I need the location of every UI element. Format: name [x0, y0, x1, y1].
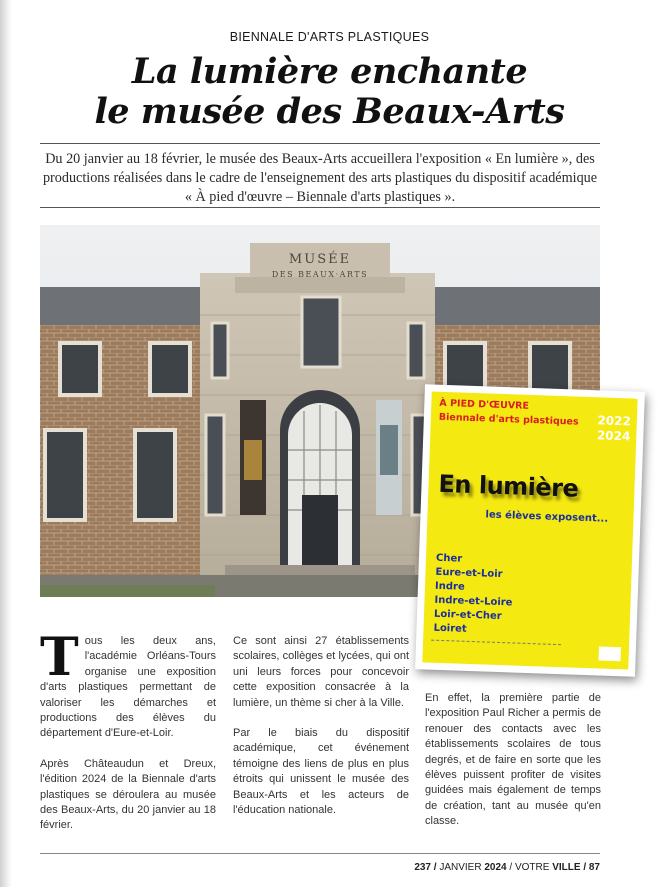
page-footer: 237 / JANVIER 2024 / VOTRE VILLE / 87	[414, 862, 600, 873]
poster-departments	[433, 552, 514, 639]
poster-kicker: À PIED D'ŒUVRE	[439, 397, 530, 412]
paragraph: Ce sont ainsi 27 établissements scolaires, collèges et lycées, qui ont uni leurs forces pour concevoir cette exposition consacrée à la lumière, un thème si cher à la Ville.	[233, 635, 409, 709]
magazine-name: VILLE	[552, 862, 581, 873]
footer-rule	[40, 853, 600, 854]
paragraph-text: ous les deux ans, l'académie Orléans-Tours organise une exposition d'arts plastiques permettant de valoriser les démarches et productions des élèves du département d'Eure-et-Loir.	[40, 635, 216, 740]
poster-kicker-sub: Biennale d'arts plastiques	[438, 411, 579, 428]
body-column-1	[40, 627, 216, 849]
poster-department: Eure-et-Loir	[435, 566, 503, 581]
poster-years	[597, 413, 631, 444]
headline-line-2: le musée des Beaux-Arts	[94, 91, 565, 132]
headline-line-1: La lumière enchante	[131, 51, 528, 92]
poster-department: Loir-et-Cher	[433, 608, 502, 623]
body-column-3	[425, 691, 601, 845]
poster-subtitle: les élèves exposent...	[485, 509, 609, 525]
article-lede: Du 20 janvier au 18 février, le musée des Beaux-Arts accueillera l'exposition « En lumière », des productions réalisées dans le cadre de l'enseignement des arts plastiques du dispositif académique « À pied d'œuvre – Biennale d'arts plastiques ».	[42, 151, 598, 205]
issue-month: JANVIER	[439, 862, 482, 873]
poster-department: Indre	[434, 580, 465, 593]
poster-department: Loiret	[433, 622, 467, 635]
svg-text:DES BEAUX·ARTS: DES BEAUX·ARTS	[271, 270, 369, 279]
page-gutter-shadow	[0, 0, 12, 887]
lede-top-rule	[40, 143, 600, 144]
magazine-prefix: VOTRE	[514, 862, 550, 873]
photo-sign-text: MUSÉE	[288, 252, 352, 267]
paragraph: En effet, la première partie de l'exposition Paul Richer a permis de renouer des contacts avec les établissements scolaires de tous degrés, et de faire en sorte que les élèves puissent profiter de visites guidées mais également de temps de création, tant au musée qu'en classe.	[425, 692, 601, 828]
paragraph: Par le biais du dispositif académique, cet événement témoigne des liens de plus en plus étroits qui unissent le musée des Beaux-Arts et les acteurs de l'éducation nationale.	[233, 727, 409, 817]
poster-year-end: 2024	[596, 428, 631, 444]
academy-logo-icon	[599, 646, 621, 661]
page-number: 87	[588, 862, 600, 873]
paragraph: Après Châteaudun et Dreux, l'édition 2024 de la Biennale d'arts plastiques se déroulera au musée des Beaux-Arts, du 20 janvier au 18 février.	[40, 757, 216, 832]
issue-number: 237	[414, 862, 431, 873]
poster-year-start: 2022	[597, 413, 632, 429]
poster-yellow-panel	[422, 391, 637, 669]
issue-year: 2024	[484, 862, 507, 873]
poster-department: Cher	[435, 552, 463, 565]
exhibition-poster	[415, 384, 645, 677]
poster-department: Indre-et-Loire	[434, 594, 513, 609]
article-headline	[0, 52, 659, 132]
poster-footer-links	[431, 640, 561, 660]
article-kicker: BIENNALE D'ARTS PLASTIQUES	[229, 30, 430, 44]
lede-bottom-rule	[40, 207, 600, 208]
paragraph	[40, 627, 216, 742]
dropcap-letter: T	[40, 627, 79, 688]
body-column-2	[233, 634, 409, 833]
poster-title: En lumière	[438, 469, 579, 503]
